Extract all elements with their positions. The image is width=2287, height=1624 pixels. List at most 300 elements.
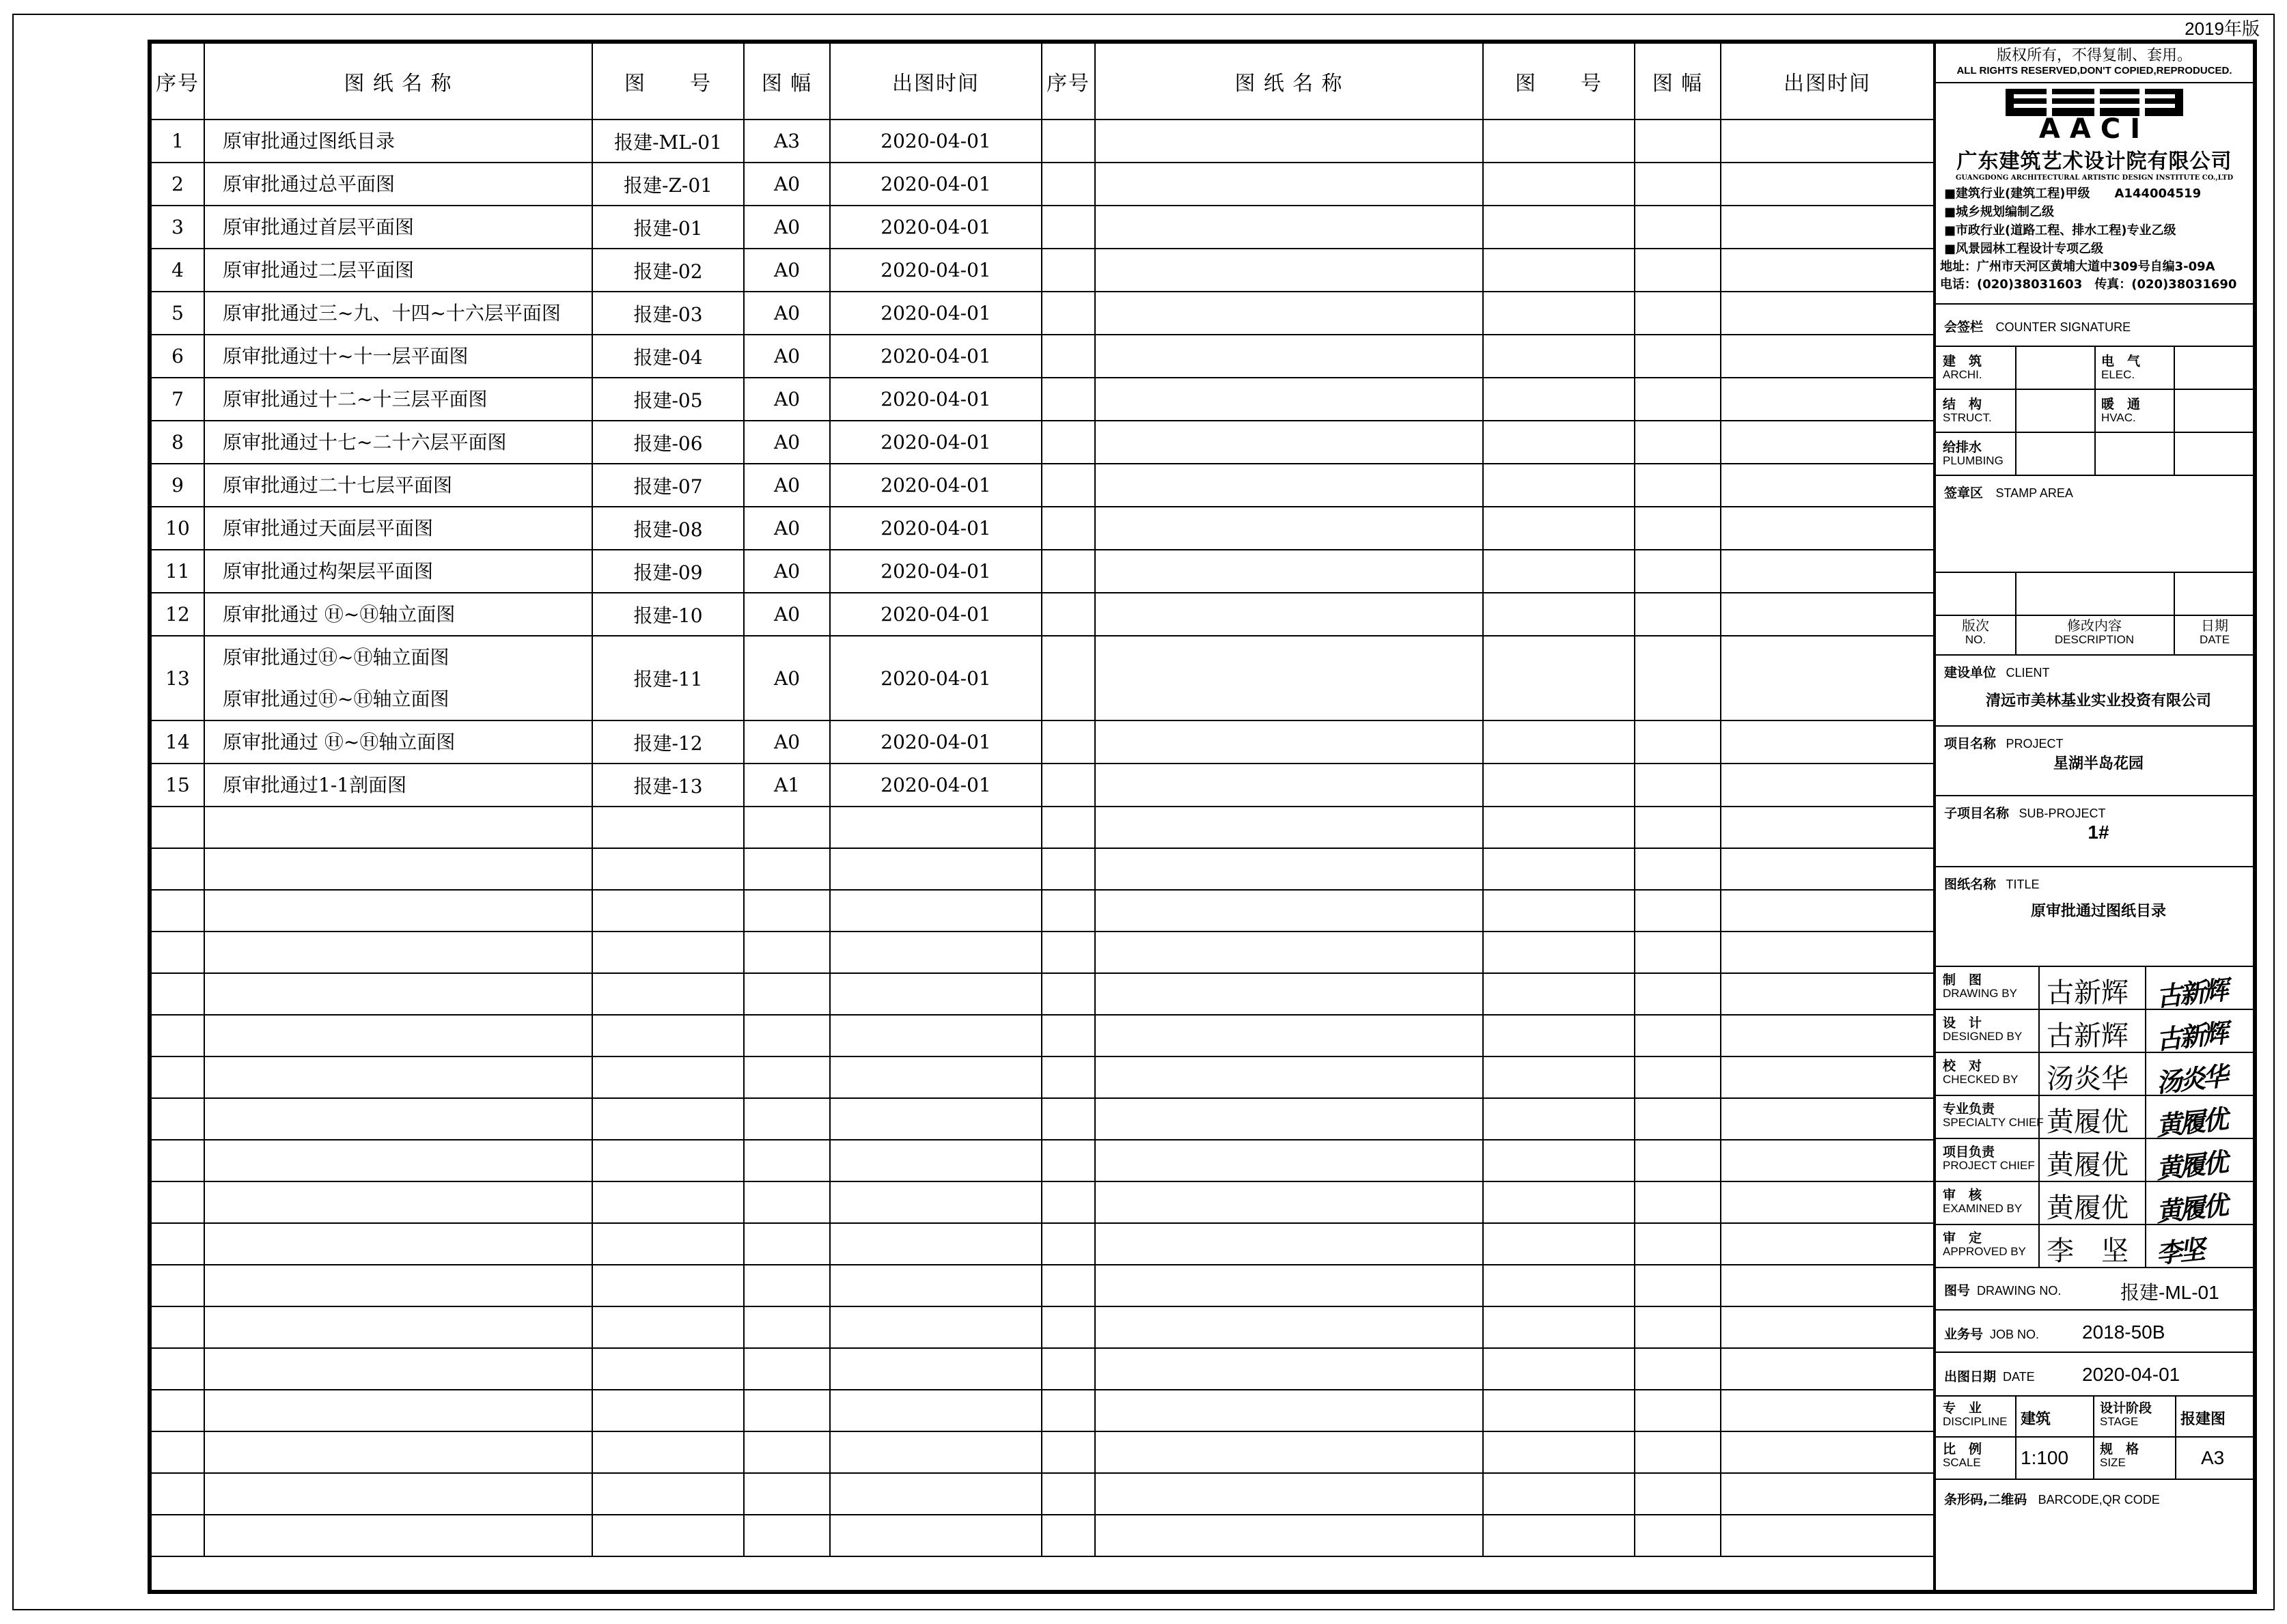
- row-empty-cell: [1042, 764, 1095, 807]
- row-empty-cell: [204, 1306, 592, 1348]
- title-en: TITLE: [2006, 878, 2040, 891]
- row-empty-cell: [1483, 973, 1635, 1015]
- row-empty-cell: [1635, 1265, 1721, 1306]
- row-empty-cell: [1095, 848, 1483, 890]
- countersign-row-struct: [1936, 390, 2253, 433]
- row-empty-cell: [1483, 1390, 1635, 1431]
- scale-row: [1936, 1438, 2253, 1480]
- row-empty-cell: [1635, 1515, 1721, 1556]
- row-seq: 14: [151, 720, 204, 764]
- row-empty-cell: [151, 1515, 204, 1556]
- row-size: A0: [744, 378, 830, 421]
- row-empty-cell: [592, 1140, 744, 1181]
- row-empty-cell: [151, 973, 204, 1015]
- job-no-en: JOB NO.: [1990, 1328, 2040, 1341]
- row-name: [204, 464, 592, 507]
- row-seq: 1: [151, 120, 204, 163]
- row-size: A0: [744, 550, 830, 593]
- header-number: 图 号: [592, 43, 744, 120]
- row-name: [204, 163, 592, 206]
- row-empty-cell: [1042, 1306, 1095, 1348]
- table-row: [151, 1265, 1934, 1306]
- row-empty-cell: [592, 1473, 744, 1515]
- row-empty-cell: [204, 848, 592, 890]
- archi-cn: 建 筑: [1943, 354, 1982, 369]
- subproject-row: [1936, 796, 2253, 867]
- row-empty-cell: [830, 1390, 1042, 1431]
- project-row: [1936, 727, 2253, 796]
- rev-no-en: NO.: [1965, 633, 1986, 646]
- row-empty-cell: [830, 1223, 1042, 1265]
- plumb-cn: 给排水: [1943, 440, 1982, 455]
- row-empty-cell: [204, 1223, 592, 1265]
- row-empty-cell: [151, 1098, 204, 1140]
- row-number: 报建-10: [592, 593, 744, 636]
- table-row: [151, 292, 1934, 335]
- signature: 古新辉: [2154, 974, 2228, 1013]
- row-empty-cell: [151, 1056, 204, 1098]
- drawing-no-row: [1936, 1268, 2253, 1311]
- countersign-row-plumb: [1936, 433, 2253, 476]
- signature-icon: [2154, 1059, 2228, 1099]
- row-empty-cell: [1483, 378, 1635, 421]
- row-number: 报建-11: [592, 636, 744, 720]
- scale-en: SCALE: [1943, 1456, 1981, 1469]
- row-empty-cell: [1721, 1265, 1934, 1306]
- company-phone: 电话：(020)38031603 传真：(020)38031690: [1940, 277, 2237, 292]
- row-empty-cell: [1042, 378, 1095, 421]
- row-empty-cell: [1095, 636, 1483, 720]
- row-empty-cell: [592, 1390, 744, 1431]
- row-size: A0: [744, 720, 830, 764]
- row-empty-cell: [1483, 890, 1635, 932]
- row-empty-cell: [1095, 1431, 1483, 1473]
- row-empty-cell: [1095, 1098, 1483, 1140]
- row-empty-cell: [1095, 292, 1483, 335]
- subproject-en: SUB-PROJECT: [2019, 807, 2106, 820]
- row-date: 2020-04-01: [830, 507, 1042, 550]
- table-row: [151, 206, 1934, 249]
- row-empty-cell: [1095, 550, 1483, 593]
- row-empty-cell: [1042, 1098, 1095, 1140]
- row-empty-cell: [1042, 973, 1095, 1015]
- table-body: [151, 120, 1934, 1556]
- row-name-line: 原审批通过图纸目录: [223, 130, 396, 152]
- row-empty-cell: [1721, 378, 1934, 421]
- drawing-no-label: 图号: [1944, 1283, 1971, 1298]
- signature-icon: [2156, 1231, 2202, 1268]
- row-empty-cell: [1721, 550, 1934, 593]
- row-empty-cell: [151, 1348, 204, 1390]
- row-empty-cell: [1721, 720, 1934, 764]
- row-empty-cell: [1483, 550, 1635, 593]
- archi-en: ARCHI.: [1943, 368, 1982, 381]
- struct-en: STRUCT.: [1943, 411, 1992, 424]
- signature: 古新辉: [2154, 1017, 2228, 1056]
- table-row: [151, 593, 1934, 636]
- row-empty-cell: [1721, 973, 1934, 1015]
- row-empty-cell: [1721, 206, 1934, 249]
- row-number: 报建-09: [592, 550, 744, 593]
- row-empty-cell: [1721, 593, 1934, 636]
- row-name: [204, 720, 592, 764]
- row-empty-cell: [1635, 464, 1721, 507]
- row-size: A0: [744, 163, 830, 206]
- barcode-en: BARCODE,QR CODE: [2038, 1493, 2160, 1507]
- row-name-line: 原审批通过二十七层平面图: [223, 474, 453, 496]
- issue-date-row: [1936, 1353, 2253, 1397]
- row-size: A0: [744, 507, 830, 550]
- row-size: A0: [744, 464, 830, 507]
- row-empty-cell: [1483, 1306, 1635, 1348]
- table-header-row: [151, 43, 1934, 120]
- row-date: 2020-04-01: [830, 120, 1042, 163]
- row-seq: 10: [151, 507, 204, 550]
- row-empty-cell: [744, 1348, 830, 1390]
- row-empty-cell: [1042, 932, 1095, 973]
- row-empty-cell: [744, 1098, 830, 1140]
- table-row: [151, 764, 1934, 807]
- row-empty-cell: [1721, 464, 1934, 507]
- row-name-line: 原审批通过天面层平面图: [223, 517, 434, 540]
- row-empty-cell: [1721, 120, 1934, 163]
- row-empty-cell: [1483, 1473, 1635, 1515]
- row-size: A0: [744, 593, 830, 636]
- row-empty-cell: [1721, 932, 1934, 973]
- row-empty-cell: [592, 848, 744, 890]
- row-size: A0: [744, 421, 830, 464]
- row-empty-cell: [1721, 848, 1934, 890]
- row-empty-cell: [744, 1056, 830, 1098]
- row-seq: 9: [151, 464, 204, 507]
- row-empty-cell: [1721, 249, 1934, 292]
- row-empty-cell: [1483, 163, 1635, 206]
- row-empty-cell: [830, 807, 1042, 848]
- row-empty-cell: [1721, 292, 1934, 335]
- elec-en: ELEC.: [2101, 368, 2135, 381]
- job-no-value: 2018-50B: [2082, 1321, 2165, 1343]
- header-seq: 序号: [151, 43, 204, 120]
- stage-value: 报建图: [2180, 1410, 2226, 1427]
- qualification-item: ■建筑行业(建筑工程)甲级 A144004519: [1944, 186, 2202, 201]
- row-empty-cell: [1483, 1348, 1635, 1390]
- row-empty-cell: [1095, 932, 1483, 973]
- row-empty-cell: [1635, 973, 1721, 1015]
- qualification-list: [1936, 184, 2253, 258]
- edition-label: 2019年版: [2185, 18, 2260, 39]
- row-empty-cell: [830, 1306, 1042, 1348]
- qualification-item: ■市政行业(道路工程、排水工程)专业乙级: [1944, 223, 2176, 238]
- row-number: 报建-02: [592, 249, 744, 292]
- struct-cn: 结 构: [1943, 397, 1982, 412]
- row-empty-cell: [1095, 206, 1483, 249]
- row-empty-cell: [1095, 593, 1483, 636]
- row-empty-cell: [1721, 890, 1934, 932]
- row-empty-cell: [1635, 1056, 1721, 1098]
- project-value: 星湖半岛花园: [2053, 755, 2144, 772]
- row-empty-cell: [1635, 120, 1721, 163]
- row-empty-cell: [1721, 1056, 1934, 1098]
- row-empty-cell: [151, 1265, 204, 1306]
- row-empty-cell: [592, 1056, 744, 1098]
- row-empty-cell: [1042, 1140, 1095, 1181]
- signer-name: 黄履优: [2047, 1192, 2129, 1224]
- countersign-label: 会签栏: [1944, 320, 1984, 335]
- signer-name: 李 坚: [2047, 1235, 2129, 1267]
- table-row: [151, 848, 1934, 890]
- row-number: 报建-04: [592, 335, 744, 378]
- rev-no-cn: 版次: [1962, 619, 1989, 634]
- row-empty-cell: [1042, 720, 1095, 764]
- discipline-row: [1936, 1397, 2253, 1438]
- copyright-row: [1936, 42, 2253, 83]
- stage-en: STAGE: [2100, 1415, 2139, 1428]
- row-empty-cell: [1635, 249, 1721, 292]
- row-empty-cell: [830, 1265, 1042, 1306]
- row-empty-cell: [1095, 378, 1483, 421]
- row-empty-cell: [1483, 120, 1635, 163]
- row-empty-cell: [592, 1223, 744, 1265]
- signature: 汤炎华: [2154, 1060, 2228, 1099]
- row-empty-cell: [1483, 1056, 1635, 1098]
- row-empty-cell: [592, 1431, 744, 1473]
- row-number: 报建-13: [592, 764, 744, 807]
- issue-date-value: 2020-04-01: [2082, 1364, 2180, 1385]
- signer-role-cn: 设 计: [1943, 1016, 1982, 1031]
- signer-role-cn: 校 对: [1943, 1059, 1982, 1074]
- spec-value: A3: [2201, 1447, 2225, 1468]
- row-empty-cell: [1635, 1223, 1721, 1265]
- row-size: A0: [744, 249, 830, 292]
- row-empty-cell: [1483, 421, 1635, 464]
- table-row: [151, 720, 1934, 764]
- row-name-line: 原审批通过1-1剖面图: [223, 774, 407, 796]
- row-empty-cell: [1635, 1390, 1721, 1431]
- row-empty-cell: [1721, 1015, 1934, 1056]
- row-empty-cell: [744, 1181, 830, 1223]
- row-empty-cell: [1635, 764, 1721, 807]
- row-empty-cell: [592, 1348, 744, 1390]
- row-empty-cell: [1635, 1431, 1721, 1473]
- header-seq-2: 序号: [1042, 43, 1095, 120]
- row-empty-cell: [1635, 1348, 1721, 1390]
- row-empty-cell: [592, 807, 744, 848]
- row-empty-cell: [1483, 848, 1635, 890]
- row-number: 报建-05: [592, 378, 744, 421]
- row-empty-cell: [204, 890, 592, 932]
- row-empty-cell: [204, 973, 592, 1015]
- drawing-no-value: 报建-ML-01: [2120, 1282, 2219, 1303]
- row-name-line: 原审批通过总平面图: [223, 173, 396, 195]
- row-empty-cell: [830, 932, 1042, 973]
- row-empty-cell: [1483, 1181, 1635, 1223]
- row-empty-cell: [204, 932, 592, 973]
- row-name: [204, 636, 592, 720]
- row-name-line: 原审批通过二层平面图: [223, 259, 415, 281]
- row-empty-cell: [830, 973, 1042, 1015]
- row-empty-cell: [1635, 421, 1721, 464]
- row-empty-cell: [1721, 1098, 1934, 1140]
- row-empty-cell: [204, 1431, 592, 1473]
- row-empty-cell: [1042, 249, 1095, 292]
- row-empty-cell: [592, 1098, 744, 1140]
- signature-icon: [2154, 1188, 2228, 1228]
- signer-role-cn: 专业负责: [1943, 1102, 1995, 1117]
- row-empty-cell: [1721, 1431, 1934, 1473]
- row-empty-cell: [1042, 507, 1095, 550]
- row-seq: 12: [151, 593, 204, 636]
- table-row: [151, 1223, 1934, 1265]
- row-date: 2020-04-01: [830, 636, 1042, 720]
- row-name: [204, 292, 592, 335]
- table-row: [151, 1306, 1934, 1348]
- scale-cn: 比 例: [1943, 1442, 1982, 1457]
- company-name-cn: 广东建筑艺术设计院有限公司: [1956, 150, 2232, 173]
- row-empty-cell: [744, 1306, 830, 1348]
- aaci-logo-icon: [2006, 89, 2183, 141]
- row-empty-cell: [1042, 636, 1095, 720]
- row-empty-cell: [204, 1473, 592, 1515]
- subproject-value: 1#: [2088, 822, 2109, 843]
- project-en: PROJECT: [2006, 737, 2064, 751]
- stage-cn: 设计阶段: [2100, 1401, 2152, 1416]
- row-empty-cell: [151, 848, 204, 890]
- table-row: [151, 636, 1934, 720]
- row-empty-cell: [592, 932, 744, 973]
- hvac-en: HVAC.: [2101, 411, 2136, 424]
- row-empty-cell: [744, 1223, 830, 1265]
- row-empty-cell: [1042, 1473, 1095, 1515]
- row-empty-cell: [1483, 1015, 1635, 1056]
- countersign-row: [1936, 305, 2253, 347]
- row-empty-cell: [1483, 593, 1635, 636]
- signature: 黄履优: [2154, 1189, 2228, 1228]
- revision-blank-row: [1936, 573, 2253, 616]
- row-empty-cell: [1721, 1348, 1934, 1390]
- row-name: [204, 550, 592, 593]
- copyright-en: ALL RIGHTS RESERVED,DON'T COPIED,REPRODUCED.: [1956, 65, 2232, 76]
- row-date: 2020-04-01: [830, 593, 1042, 636]
- signer-name: 黄履优: [2047, 1106, 2129, 1138]
- row-empty-cell: [1042, 464, 1095, 507]
- table-row: [151, 1348, 1934, 1390]
- row-empty-cell: [744, 848, 830, 890]
- row-seq: 5: [151, 292, 204, 335]
- signer-name: 古新辉: [2047, 1020, 2129, 1052]
- logo-text: AACI: [2038, 113, 2150, 141]
- project-label: 项目名称: [1944, 736, 1997, 751]
- row-empty-cell: [1721, 764, 1934, 807]
- row-empty-cell: [1721, 807, 1934, 848]
- row-number: 报建-12: [592, 720, 744, 764]
- header-date-2: 出图时间: [1721, 43, 1934, 120]
- row-empty-cell: [744, 890, 830, 932]
- row-empty-cell: [1483, 1098, 1635, 1140]
- row-empty-cell: [1483, 464, 1635, 507]
- row-empty-cell: [744, 932, 830, 973]
- job-no-label: 业务号: [1944, 1327, 1984, 1342]
- row-empty-cell: [1042, 890, 1095, 932]
- row-empty-cell: [592, 1015, 744, 1056]
- row-name-line: 原审批通过构架层平面图: [223, 560, 434, 583]
- row-empty-cell: [1483, 507, 1635, 550]
- row-empty-cell: [204, 1056, 592, 1098]
- row-empty-cell: [1635, 807, 1721, 848]
- table-row: [151, 163, 1934, 206]
- table-row: [151, 378, 1934, 421]
- row-empty-cell: [830, 1098, 1042, 1140]
- discipline-cn: 专 业: [1943, 1401, 1982, 1416]
- row-size: A0: [744, 292, 830, 335]
- row-empty-cell: [1095, 421, 1483, 464]
- row-empty-cell: [204, 1140, 592, 1181]
- row-empty-cell: [830, 1015, 1042, 1056]
- signer-name: 古新辉: [2047, 977, 2129, 1009]
- row-empty-cell: [1635, 1098, 1721, 1140]
- row-empty-cell: [1483, 764, 1635, 807]
- table-row: [151, 1098, 1934, 1140]
- row-empty-cell: [1042, 1265, 1095, 1306]
- row-number: 报建-08: [592, 507, 744, 550]
- row-date: 2020-04-01: [830, 206, 1042, 249]
- row-size: A1: [744, 764, 830, 807]
- row-empty-cell: [1042, 848, 1095, 890]
- client-value: 清远市美林基业实业投资有限公司: [1985, 692, 2211, 710]
- row-empty-cell: [1483, 932, 1635, 973]
- row-empty-cell: [1042, 1431, 1095, 1473]
- row-empty-cell: [204, 1348, 592, 1390]
- row-empty-cell: [1721, 163, 1934, 206]
- rev-desc-cn: 修改内容: [2067, 619, 2122, 634]
- row-empty-cell: [1635, 1015, 1721, 1056]
- header-size: 图 幅: [744, 43, 830, 120]
- signer-name: 汤炎华: [2047, 1063, 2129, 1095]
- row-seq: 8: [151, 421, 204, 464]
- row-number: 报建-07: [592, 464, 744, 507]
- row-date: 2020-04-01: [830, 249, 1042, 292]
- signer-role-en: APPROVED BY: [1943, 1245, 2026, 1258]
- table-row: [151, 1473, 1934, 1515]
- row-empty-cell: [1721, 335, 1934, 378]
- row-name-line: 原审批通过 Ⓗ~Ⓗ轴立面图: [223, 731, 456, 753]
- row-empty-cell: [1042, 163, 1095, 206]
- signer-role-en: DESIGNED BY: [1943, 1030, 2023, 1043]
- row-size: A0: [744, 636, 830, 720]
- row-name-line: 原审批通过三~九、十四~十六层平面图: [223, 302, 561, 324]
- row-empty-cell: [1042, 1348, 1095, 1390]
- row-empty-cell: [1483, 292, 1635, 335]
- hvac-cn: 暖 通: [2101, 397, 2141, 412]
- row-empty-cell: [1483, 1265, 1635, 1306]
- row-empty-cell: [1042, 1181, 1095, 1223]
- row-empty-cell: [830, 1515, 1042, 1556]
- row-seq: 13: [151, 636, 204, 720]
- row-date: 2020-04-01: [830, 464, 1042, 507]
- row-empty-cell: [204, 1015, 592, 1056]
- signer-role-cn: 制 图: [1943, 972, 1982, 988]
- row-empty-cell: [1483, 335, 1635, 378]
- row-empty-cell: [1042, 593, 1095, 636]
- row-empty-cell: [204, 807, 592, 848]
- row-empty-cell: [830, 1348, 1042, 1390]
- signature-icon: [2154, 1102, 2228, 1142]
- row-empty-cell: [1042, 292, 1095, 335]
- row-empty-cell: [1042, 1223, 1095, 1265]
- row-name-line: 原审批通过十七~二十六层平面图: [223, 431, 507, 453]
- row-empty-cell: [1483, 1515, 1635, 1556]
- row-empty-cell: [592, 890, 744, 932]
- spec-cn: 规 格: [2100, 1442, 2139, 1457]
